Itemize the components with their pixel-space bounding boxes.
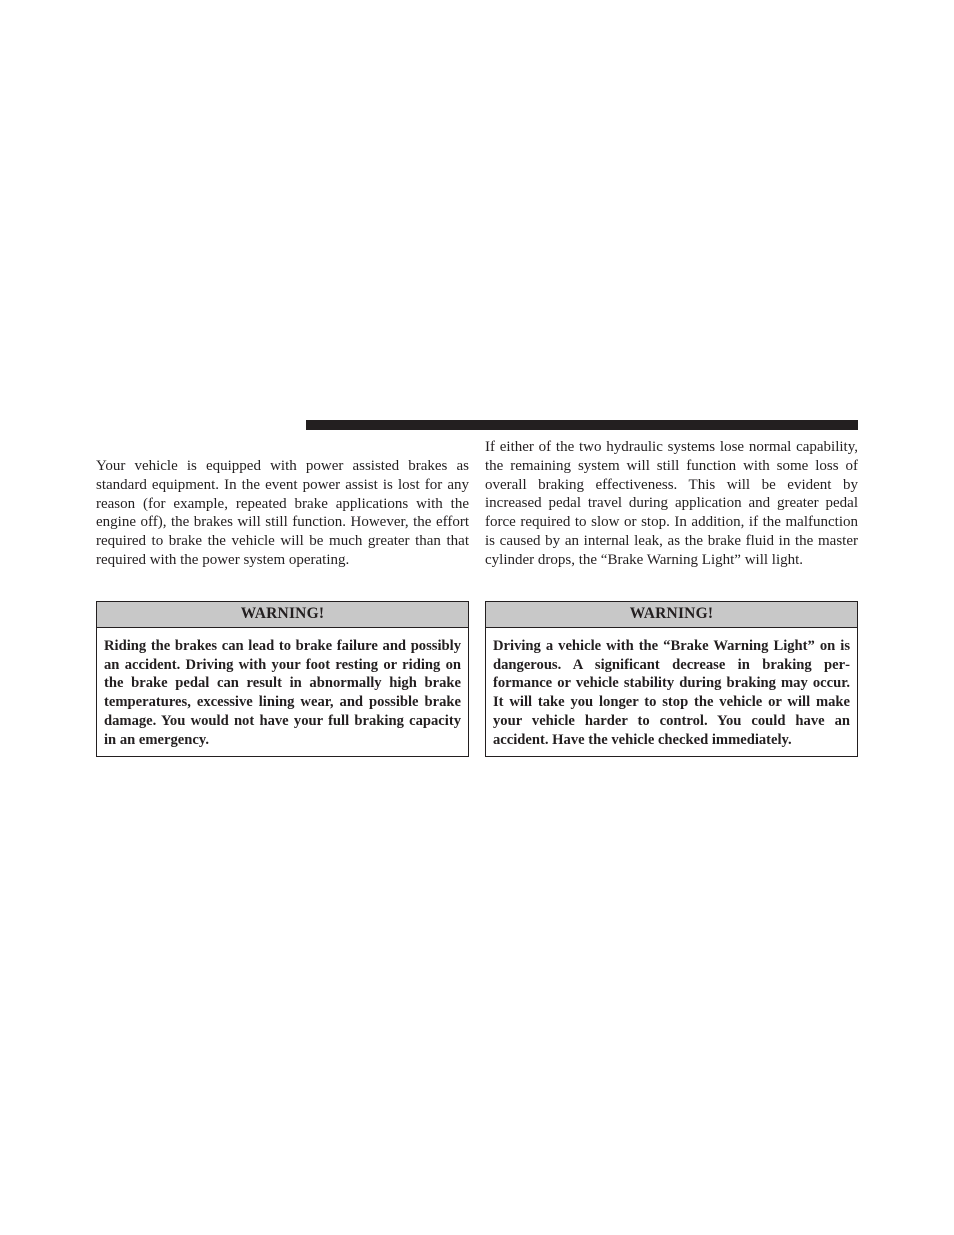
warning-text: Driving a vehicle with the “Brake Warning Light” on is dangerous. A significant decrease in braking performance or vehicle stability during braking may occur. It will take you longer to stop the vehicle or will make your vehicle harder to control. You could have an accident. Have the vehicle checked immediately. xyxy=(493,638,850,748)
right-column xyxy=(485,438,858,570)
warning-text: Riding the brakes can lead to brake failure and possibly an accident. Driving with your foot resting or riding on the brake pedal can result in abnormally high brake temperatures, excessive lining wear, and possible brake damage. You would not have your full braking capacity in an emergency. xyxy=(104,638,461,748)
hydraulic-systems-paragraph: If either of the two hydraulic systems lose normal capability, the remaining system will still function with some loss of overall braking effectiveness. This will be evident by increased pedal travel during application and greater pedal force required to slow or stop. In addition, if the malfunction is caused by an internal leak, as the brake fluid in the master cylinder drops, the “Brake Warning Light” will light. xyxy=(485,439,858,568)
section-header-rule xyxy=(306,420,858,430)
power-brakes-paragraph: Your vehicle is equipped with power assisted brakes as standard equipment. In the event power assist is lost for any reason (for example, repeated brake applications with the engine off), the brakes will still function. However, the effort required to brake the vehicle will be much greater than that required with the power system operating. xyxy=(96,458,469,568)
warning-title: WARNING! xyxy=(97,602,468,628)
left-column xyxy=(96,457,469,570)
warning-title: WARNING! xyxy=(486,602,857,628)
warning-box-brake-warning-light xyxy=(485,601,858,757)
warning-box-riding-brakes xyxy=(96,601,469,757)
